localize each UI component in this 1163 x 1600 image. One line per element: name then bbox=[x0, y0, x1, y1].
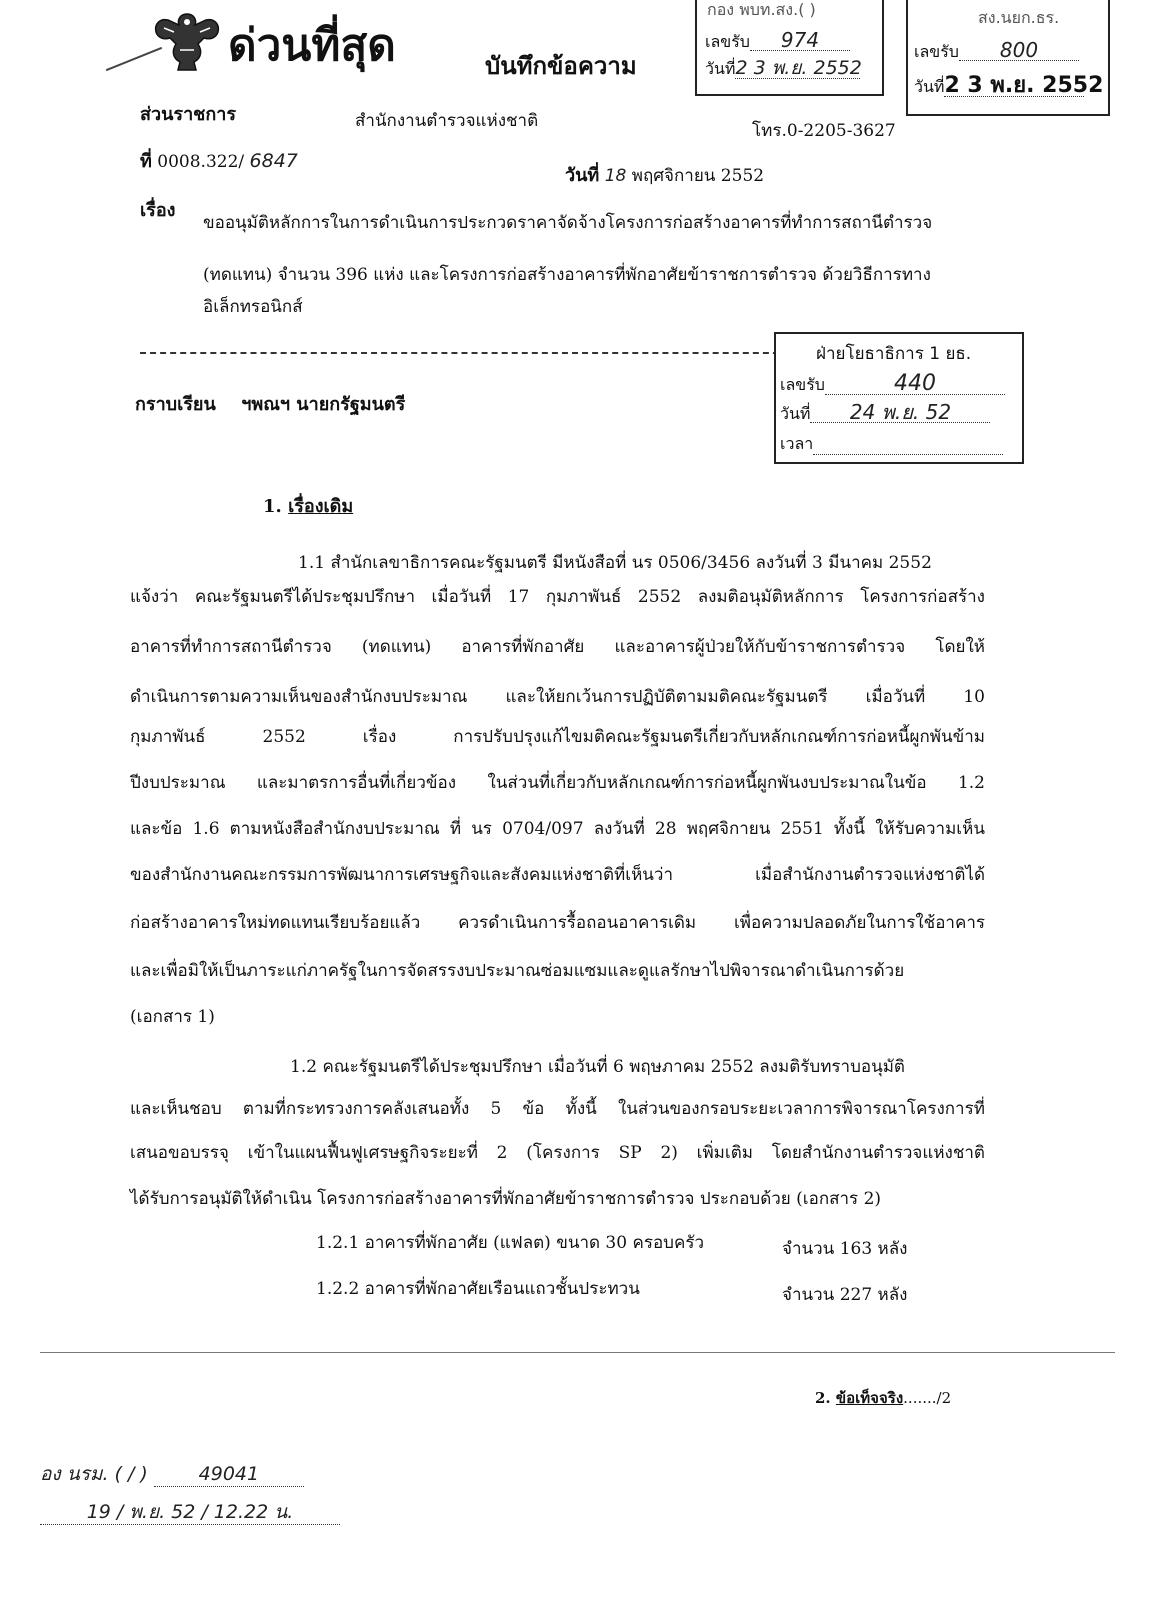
date-month-year: พฤศจิกายน 2552 bbox=[631, 166, 765, 186]
ref-row bbox=[140, 150, 298, 173]
stamp-2-date-label: วันที่ bbox=[914, 77, 945, 96]
next-section-number: 2. bbox=[815, 1389, 831, 1407]
urgent-label: ด่วนที่สุด bbox=[228, 20, 396, 71]
p1-line-3-text: อาคารที่ทำการสถานีตำรวจ (ทดแทน) อาคารที่พักอาศัย และอาคารผู้ป่วยให้กับข้าราชการตำรวจ โดยให้ bbox=[130, 637, 985, 657]
p1-line-4-text: ดำเนินการตามความเห็นของสำนักงบประมาณ และให้ยกเว้นการปฏิบัติตามมติคณะรัฐมนตรี เมื่อวันที่ 10 bbox=[130, 687, 985, 707]
section-1-title: เรื่องเดิม bbox=[288, 496, 354, 517]
stamp-2-receipt-no: 800 bbox=[959, 40, 1079, 61]
note-date-time: 19 / พ.ย. 52 / 12.22 น. bbox=[40, 1500, 340, 1525]
to-name: ฯพณฯ นายกรัฐมนตรี bbox=[241, 394, 406, 415]
ref-label: ที่ bbox=[140, 151, 152, 172]
p1-line-6-text: ปีงบประมาณ และมาตรการอื่นที่เกี่ยวข้อง ในส่วนที่เกี่ยวกับหลักเกณฑ์การก่อหนี้ผูกพันงบประมาณในข้อ 1.2 bbox=[130, 773, 985, 793]
footer-divider bbox=[40, 1352, 1115, 1353]
p1-line-10-text: และเพื่อมิให้เป็นภาระแก่ภาครัฐในการจัดสรรงบประมาณซ่อมแซมและดูแลรักษาไปพิจารณาดำเนินการด้วย bbox=[130, 961, 905, 981]
stamp-2-receipt-row bbox=[914, 40, 1079, 62]
stamp-3-date-row bbox=[780, 402, 990, 424]
stamp-1-top: กอง พบท.สง.( ) bbox=[707, 0, 816, 19]
handwritten-note-line-1 bbox=[40, 1462, 304, 1487]
item-2-label: 1.2.2 อาคารที่พักอาศัยเรือนแถวชั้นประทวน bbox=[316, 1279, 640, 1299]
next-page-number: ......./2 bbox=[903, 1389, 952, 1407]
p2-line-3-text: เสนอขอบรรจุ เข้าในแผนฟื้นฟูเศรษฐกิจระยะที่ 2 (โครงการ SP 2) เพิ่มเติม โดยสำนักงานตำรวจแห่งชาติ bbox=[130, 1143, 985, 1163]
date-day: 18 bbox=[604, 166, 627, 186]
subject-line-2: (ทดแทน) จำนวน 396 แห่ง และโครงการก่อสร้างอาคารที่พักอาศัยข้าราชการตำรวจ ด้วยวิธีการทาง bbox=[203, 265, 931, 285]
handwritten-note-line-2 bbox=[40, 1500, 340, 1525]
p1-line-9 bbox=[130, 912, 985, 934]
p1-line-1: 1.1 สำนักเลขาธิการคณะรัฐมนตรี มีหนังสือที่ นร 0506/3456 ลงวันที่ 3 มีนาคม 2552 bbox=[298, 553, 932, 573]
stamp-3-date: 24 พ.ย. 52 bbox=[810, 402, 990, 423]
stamp-2-date-row bbox=[914, 73, 1104, 98]
ref-handwritten-number: 6847 bbox=[249, 150, 298, 172]
subject-line-1: ขออนุมัติหลักการในการดำเนินการประกวดราคาจัดจ้างโครงการก่อสร้างอาคารที่ทำการสถานีตำรวจ bbox=[203, 213, 933, 233]
stamp-3-receipt-no: 440 bbox=[825, 374, 1005, 395]
note-prefix: อง นรม. ( / ) bbox=[40, 1463, 148, 1485]
stamp-2-date: 2 3 พ.ย. 2552 bbox=[944, 73, 1104, 98]
stamp-1-receipt-label: เลขรับ bbox=[705, 32, 750, 51]
stamp-2-receipt-label: เลขรับ bbox=[914, 42, 959, 61]
stamp-1-date-label: วันที่ bbox=[705, 59, 736, 78]
stamp-2-top: สง.นยก.ธร. bbox=[978, 8, 1060, 27]
next-section-label: ข้อเท็จจริง bbox=[835, 1389, 904, 1407]
p2-line-4: ได้รับการอนุมัติให้ดำเนิน โครงการก่อสร้างอาคารที่พักอาศัยข้าราชการตำรวจ ประกอบด้วย (เอกสาร 2) bbox=[130, 1189, 882, 1209]
p1-line-5 bbox=[130, 726, 985, 748]
addressee-row bbox=[135, 394, 405, 416]
stamp-3-date-label: วันที่ bbox=[780, 404, 811, 423]
next-page-ref bbox=[815, 1388, 951, 1408]
date-row bbox=[565, 165, 764, 187]
stamp-1-receipt-no: 974 bbox=[750, 30, 850, 51]
p1-line-4 bbox=[130, 686, 985, 708]
p2-line-3 bbox=[130, 1142, 985, 1164]
subject-line-3: อิเล็กทรอนิกส์ bbox=[203, 297, 303, 317]
phone-number: โทร.0-2205-3627 bbox=[752, 121, 896, 141]
receipt-stamp-2 bbox=[906, 0, 1110, 116]
garuda-emblem-icon bbox=[150, 10, 224, 72]
p1-line-8-text: ของสำนักงานคณะกรรมการพัฒนาการเศรษฐกิจและสังคมแห่งชาติที่เห็นว่า เมื่อสำนักงานตำรวจแห่งชาติได้ bbox=[130, 865, 985, 885]
p1-line-8 bbox=[130, 864, 985, 886]
subject-label: เรื่อง bbox=[140, 200, 176, 221]
section-1-number: 1. bbox=[263, 496, 282, 517]
stamp-3-time-label: เวลา bbox=[780, 434, 814, 453]
item-1-label: 1.2.1 อาคารที่พักอาศัย (แฟลต) ขนาด 30 ครอบครัว bbox=[316, 1233, 705, 1253]
item-1-count: จำนวน 163 หลัง bbox=[782, 1239, 908, 1259]
receipt-stamp-1 bbox=[695, 0, 884, 96]
p1-line-9-text: ก่อสร้างอาคารใหม่ทดแทนเรียบร้อยแล้ว ควรดำเนินการรื้อถอนอาคารเดิม เพื่อความปลอดภัยในการใช้อาคาร bbox=[130, 913, 985, 933]
p1-line-2 bbox=[130, 586, 985, 608]
p2-line-2 bbox=[130, 1098, 985, 1120]
stamp-3-receipt-label: เลขรับ bbox=[780, 375, 825, 394]
p1-line-7 bbox=[130, 818, 985, 840]
stamp-3-title: ฝ่ายโยธาธิการ 1 ยธ. bbox=[816, 344, 972, 364]
stamp-3-time-row bbox=[780, 434, 1003, 455]
memo-title: บันทึกข้อความ bbox=[485, 51, 637, 80]
section-1-heading bbox=[263, 496, 353, 518]
p1-line-6 bbox=[130, 772, 985, 794]
agency-name: สำนักงานตำรวจแห่งชาติ bbox=[355, 111, 539, 131]
p1-line-5-text: กุมภาพันธ์ 2552 เรื่อง การปรับปรุงแก้ไขมติคณะรัฐมนตรีเกี่ยวกับหลักเกณฑ์การก่อหนี้ผูกพันข้าม bbox=[130, 727, 985, 747]
stamp-1-receipt-row bbox=[705, 30, 850, 52]
item-2-count: จำนวน 227 หลัง bbox=[782, 1285, 908, 1305]
p2-line-1: 1.2 คณะรัฐมนตรีได้ประชุมปรึกษา เมื่อวันที่ 6 พฤษภาคม 2552 ลงมติรับทราบอนุมัติ bbox=[290, 1057, 905, 1077]
date-label: วันที่ bbox=[565, 165, 600, 186]
note-number: 49041 bbox=[154, 1462, 304, 1487]
stamp-1-date: 2 3 พ.ย. 2552 bbox=[735, 57, 862, 79]
p2-line-2-text: และเห็นชอบ ตามที่กระทรวงการคลังเสนอทั้ง 5 ข้อ ทั้งนี้ ในส่วนของกรอบระยะเวลาการพิจารณาโครงการที่ bbox=[130, 1099, 985, 1119]
stamp-1-date-row bbox=[705, 58, 860, 79]
receipt-stamp-3 bbox=[774, 332, 1024, 464]
p1-line-2-text: แจ้งว่า คณะรัฐมนตรีได้ประชุมปรึกษา เมื่อวันที่ 17 กุมภาพันธ์ 2552 ลงมติอนุมัติหลักการ โครงการก่อสร้าง bbox=[130, 587, 985, 607]
p1-line-7-text: และข้อ 1.6 ตามหนังสือสำนักงบประมาณ ที่ นร 0704/097 ลงวันที่ 28 พฤศจิกายน 2551 ทั้งนี้ ให้รับความเห็น bbox=[130, 819, 985, 839]
stamp-3-receipt-row bbox=[780, 371, 1005, 396]
p1-line-10 bbox=[130, 960, 985, 982]
agency-label: ส่วนราชการ bbox=[140, 104, 237, 125]
p1-line-3 bbox=[130, 636, 985, 658]
ref-number: 0008.322/ bbox=[157, 152, 245, 172]
to-label: กราบเรียน bbox=[135, 394, 216, 415]
p1-line-11: (เอกสาร 1) bbox=[130, 1007, 215, 1027]
